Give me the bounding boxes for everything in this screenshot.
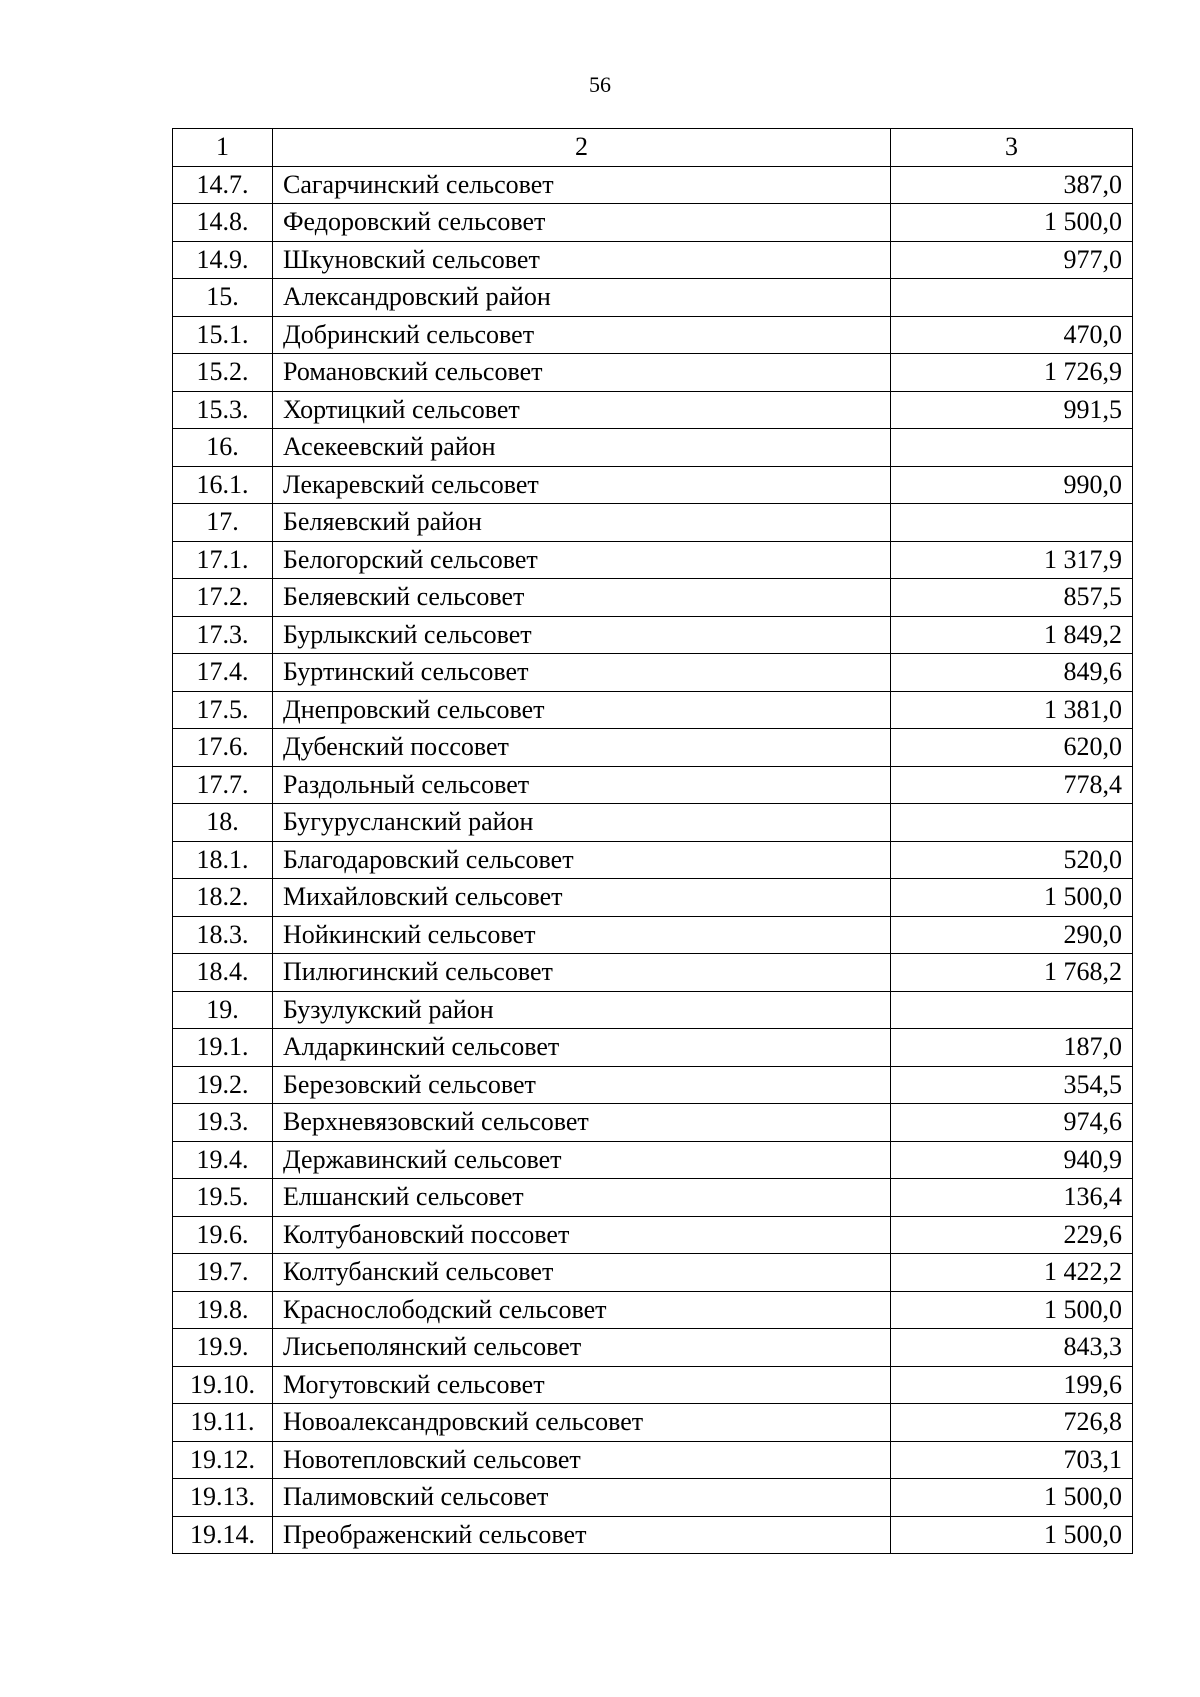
row-number: 17.2. (173, 579, 273, 617)
table-row (173, 391, 1133, 429)
table-row (173, 504, 1133, 542)
row-name: Елшанский сельсовет (273, 1179, 891, 1217)
row-number: 16.1. (173, 466, 273, 504)
table-row (173, 841, 1133, 879)
table-row (173, 729, 1133, 767)
row-number: 19.11. (173, 1404, 273, 1442)
row-name: Бурлыкский сельсовет (273, 616, 891, 654)
page-number: 56 (589, 72, 611, 97)
column-header-number: 1 (173, 129, 273, 167)
table-row (173, 954, 1133, 992)
table-row (173, 1254, 1133, 1292)
row-name: Шкуновский сельсовет (273, 241, 891, 279)
row-name: Державинский сельсовет (273, 1141, 891, 1179)
row-number: 14.9. (173, 241, 273, 279)
row-number: 17.5. (173, 691, 273, 729)
table-row (173, 616, 1133, 654)
row-name: Сагарчинский сельсовет (273, 166, 891, 204)
row-value: 703,1 (891, 1441, 1133, 1479)
row-number: 15.2. (173, 354, 273, 392)
row-name: Асекеевский район (273, 429, 891, 467)
table-row (173, 654, 1133, 692)
row-name: Палимовский сельсовет (273, 1479, 891, 1517)
table-row (173, 1479, 1133, 1517)
row-number: 14.7. (173, 166, 273, 204)
row-name: Добринский сельсовет (273, 316, 891, 354)
table-row (173, 691, 1133, 729)
row-number: 15. (173, 279, 273, 317)
row-value: 199,6 (891, 1366, 1133, 1404)
row-value: 354,5 (891, 1066, 1133, 1104)
row-name: Нойкинский сельсовет (273, 916, 891, 954)
table-row (173, 579, 1133, 617)
table-row (173, 1029, 1133, 1067)
row-name: Раздольный сельсовет (273, 766, 891, 804)
row-value: 136,4 (891, 1179, 1133, 1217)
row-number: 19.8. (173, 1291, 273, 1329)
table-row (173, 354, 1133, 392)
row-value: 187,0 (891, 1029, 1133, 1067)
table-row (173, 1104, 1133, 1142)
table-row (173, 804, 1133, 842)
row-value: 229,6 (891, 1216, 1133, 1254)
table-row (173, 1516, 1133, 1554)
row-value: 857,5 (891, 579, 1133, 617)
table-row (173, 1329, 1133, 1367)
row-name: Буртинский сельсовет (273, 654, 891, 692)
table-row (173, 879, 1133, 917)
row-number: 15.1. (173, 316, 273, 354)
row-value: 620,0 (891, 729, 1133, 767)
table-row (173, 429, 1133, 467)
table-row (173, 166, 1133, 204)
row-name: Бузулукский район (273, 991, 891, 1029)
column-header-value: 3 (891, 129, 1133, 167)
row-value: 974,6 (891, 1104, 1133, 1142)
table-body (173, 166, 1133, 1554)
table-row (173, 316, 1133, 354)
table-header-row (173, 129, 1133, 167)
allocation-table (172, 128, 1133, 1554)
row-number: 19.3. (173, 1104, 273, 1142)
row-name: Лекаревский сельсовет (273, 466, 891, 504)
row-name: Михайловский сельсовет (273, 879, 891, 917)
row-name: Краснослободский сельсовет (273, 1291, 891, 1329)
row-number: 19.13. (173, 1479, 273, 1517)
row-number: 17.7. (173, 766, 273, 804)
row-number: 17.6. (173, 729, 273, 767)
row-number: 19.14. (173, 1516, 273, 1554)
row-number: 18.1. (173, 841, 273, 879)
table-row (173, 1179, 1133, 1217)
row-number: 19.6. (173, 1216, 273, 1254)
row-value: 290,0 (891, 916, 1133, 954)
row-number: 19.7. (173, 1254, 273, 1292)
table-row (173, 1441, 1133, 1479)
row-number: 19.5. (173, 1179, 273, 1217)
row-value: 1 768,2 (891, 954, 1133, 992)
column-header-name: 2 (273, 129, 891, 167)
row-name: Федоровский сельсовет (273, 204, 891, 242)
row-number: 19.9. (173, 1329, 273, 1367)
row-name: Верхневязовский сельсовет (273, 1104, 891, 1142)
row-name: Могутовский сельсовет (273, 1366, 891, 1404)
row-value: 977,0 (891, 241, 1133, 279)
table-row (173, 991, 1133, 1029)
row-number: 17.4. (173, 654, 273, 692)
row-number: 19.4. (173, 1141, 273, 1179)
row-value (891, 991, 1133, 1029)
row-name: Беляевский сельсовет (273, 579, 891, 617)
row-name: Алдаркинский сельсовет (273, 1029, 891, 1067)
row-name: Колтубанский сельсовет (273, 1254, 891, 1292)
table-row (173, 466, 1133, 504)
row-value: 520,0 (891, 841, 1133, 879)
row-number: 19.2. (173, 1066, 273, 1104)
row-name: Бугурусланский район (273, 804, 891, 842)
row-number: 18.3. (173, 916, 273, 954)
row-name: Благодаровский сельсовет (273, 841, 891, 879)
row-number: 19.10. (173, 1366, 273, 1404)
row-name: Преображенский сельсовет (273, 1516, 891, 1554)
table-row (173, 1404, 1133, 1442)
row-number: 19.1. (173, 1029, 273, 1067)
row-value: 1 726,9 (891, 354, 1133, 392)
row-name: Белогорский сельсовет (273, 541, 891, 579)
table-row (173, 1216, 1133, 1254)
table-row (173, 204, 1133, 242)
row-value: 1 381,0 (891, 691, 1133, 729)
table-row (173, 241, 1133, 279)
row-name: Лисьеполянский сельсовет (273, 1329, 891, 1367)
row-value: 470,0 (891, 316, 1133, 354)
table-row (173, 916, 1133, 954)
row-value: 1 500,0 (891, 1291, 1133, 1329)
table-row (173, 1141, 1133, 1179)
row-value: 843,3 (891, 1329, 1133, 1367)
row-value: 778,4 (891, 766, 1133, 804)
row-name: Пилюгинский сельсовет (273, 954, 891, 992)
row-value: 940,9 (891, 1141, 1133, 1179)
row-name: Березовский сельсовет (273, 1066, 891, 1104)
row-value: 1 500,0 (891, 1516, 1133, 1554)
table-row (173, 1366, 1133, 1404)
row-value: 1 500,0 (891, 204, 1133, 242)
table-row (173, 279, 1133, 317)
row-number: 17.3. (173, 616, 273, 654)
row-value (891, 279, 1133, 317)
row-number: 17. (173, 504, 273, 542)
row-name: Романовский сельсовет (273, 354, 891, 392)
row-value: 1 849,2 (891, 616, 1133, 654)
row-value: 1 422,2 (891, 1254, 1133, 1292)
table-row (173, 1291, 1133, 1329)
row-number: 18. (173, 804, 273, 842)
row-number: 19. (173, 991, 273, 1029)
row-value: 1 317,9 (891, 541, 1133, 579)
row-value (891, 429, 1133, 467)
row-name: Днепровский сельсовет (273, 691, 891, 729)
row-value: 849,6 (891, 654, 1133, 692)
row-name: Дубенский поссовет (273, 729, 891, 767)
row-value: 1 500,0 (891, 1479, 1133, 1517)
row-name: Беляевский район (273, 504, 891, 542)
table-row (173, 541, 1133, 579)
row-value: 991,5 (891, 391, 1133, 429)
table-row (173, 1066, 1133, 1104)
row-name: Новоалександровский сельсовет (273, 1404, 891, 1442)
table-row (173, 766, 1133, 804)
row-number: 19.12. (173, 1441, 273, 1479)
row-value (891, 804, 1133, 842)
row-number: 18.4. (173, 954, 273, 992)
row-name: Колтубановский поссовет (273, 1216, 891, 1254)
row-value: 1 500,0 (891, 879, 1133, 917)
row-value (891, 504, 1133, 542)
row-number: 18.2. (173, 879, 273, 917)
row-value: 387,0 (891, 166, 1133, 204)
row-number: 15.3. (173, 391, 273, 429)
row-number: 17.1. (173, 541, 273, 579)
row-number: 14.8. (173, 204, 273, 242)
row-value: 990,0 (891, 466, 1133, 504)
row-name: Хортицкий сельсовет (273, 391, 891, 429)
row-number: 16. (173, 429, 273, 467)
row-name: Александровский район (273, 279, 891, 317)
row-value: 726,8 (891, 1404, 1133, 1442)
row-name: Новотепловский сельсовет (273, 1441, 891, 1479)
